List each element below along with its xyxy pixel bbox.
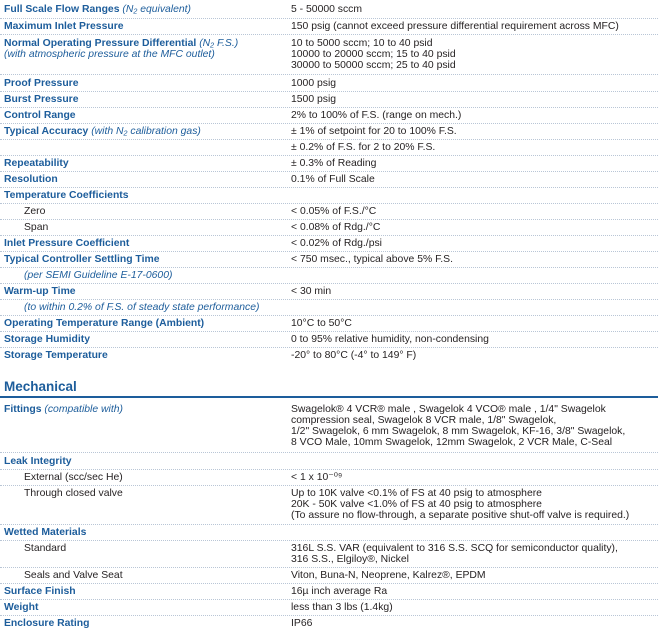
- spec-value: 1000 psig: [291, 78, 337, 89]
- spec-label: Inlet Pressure Coefficient: [4, 238, 130, 249]
- spec-label: Control Range: [4, 110, 76, 121]
- spec-value: 2% to 100% of F.S. (range on mech.): [291, 110, 462, 121]
- spec-value: ± 1% of setpoint for 20 to 100% F.S.: [291, 126, 457, 137]
- spec-value: Swagelok® 4 VCR® male , Swagelok 4 VCO® male , 1/4" Swagelok: [291, 404, 606, 415]
- spec-value: less than 3 lbs (1.4kg): [291, 602, 393, 613]
- spec-label: Fittings (compatible with): [4, 404, 123, 415]
- spec-value: 8 VCO Male, 10mm Swagelok, 12mm Swagelok, 2 VCR Male, C-Seal: [291, 437, 613, 448]
- row-divider: [0, 155, 658, 156]
- spec-label: Proof Pressure: [4, 78, 79, 89]
- spec-label: Temperature Coefficients: [4, 190, 129, 201]
- spec-value: 1500 psig: [291, 94, 337, 105]
- spec-note: (per SEMI Guideline E-17-0600): [24, 270, 173, 281]
- row-divider: [0, 469, 658, 470]
- spec-label: Burst Pressure: [4, 94, 79, 105]
- spec-label: Operating Temperature Range (Ambient): [4, 318, 205, 329]
- section-rule: [0, 396, 658, 398]
- row-divider: [0, 452, 658, 453]
- spec-value: ± 0.2% of F.S. for 2 to 20% F.S.: [291, 142, 436, 153]
- spec-value: 0.1% of Full Scale: [291, 174, 375, 185]
- spec-note: (to within 0.2% of F.S. of steady state performance): [24, 302, 260, 313]
- spec-value: 150 psig (cannot exceed pressure differential requirement across MFC): [291, 21, 619, 32]
- spec-value: < 0.05% of F.S./°C: [291, 206, 377, 217]
- row-divider: [0, 315, 658, 316]
- spec-label: Full Scale Flow Ranges (N₂ equivalent): [4, 4, 192, 15]
- spec-label: Typical Accuracy (with N₂ calibration gas): [4, 126, 201, 137]
- spec-sublabel: Span: [24, 222, 49, 233]
- spec-label: Typical Controller Settling Time: [4, 254, 160, 265]
- row-divider: [0, 34, 658, 35]
- spec-value: 10000 to 20000 sccm; 15 to 40 psid: [291, 49, 456, 60]
- spec-label: Resolution: [4, 174, 58, 185]
- spec-label: Repeatability: [4, 158, 69, 169]
- spec-sublabel: External (scc/sec He): [24, 472, 123, 483]
- spec-value: 316 S.S., Elgiloy®, Nickel: [291, 554, 409, 565]
- row-divider: [0, 219, 658, 220]
- spec-value: < 1 x 10⁻⁰⁹: [291, 472, 343, 483]
- row-divider: [0, 331, 658, 332]
- spec-label: Weight: [4, 602, 39, 613]
- row-divider: [0, 91, 658, 92]
- spec-value: -20° to 80°C (-4° to 149° F): [291, 350, 417, 361]
- row-divider: [0, 123, 658, 124]
- spec-value: < 0.02% of Rdg./psi: [291, 238, 382, 249]
- row-divider: [0, 540, 658, 541]
- spec-value: IP66: [291, 618, 313, 629]
- spec-value: < 750 msec., typical above 5% F.S.: [291, 254, 454, 265]
- row-divider: [0, 18, 658, 19]
- spec-label: Storage Temperature: [4, 350, 108, 361]
- spec-label: Warm-up Time: [4, 286, 76, 297]
- row-divider: [0, 267, 658, 268]
- spec-sublabel: Seals and Valve Seat: [24, 570, 123, 581]
- spec-label: Normal Operating Pressure Differential (N₂ F.S.): [4, 38, 239, 49]
- spec-label: Leak Integrity: [4, 456, 72, 467]
- spec-value: 5 - 50000 sccm: [291, 4, 363, 15]
- spec-label: Enclosure Rating: [4, 618, 90, 629]
- row-divider: [0, 299, 658, 300]
- spec-value: < 0.08% of Rdg./°C: [291, 222, 381, 233]
- row-divider: [0, 524, 658, 525]
- row-divider: [0, 251, 658, 252]
- spec-label-note: (with atmospheric pressure at the MFC outlet): [4, 49, 215, 60]
- spec-value: 1/2" Swagelok, 6 mm Swagelok, 8 mm Swagelok, KF-16, 3/8" Swagelok,: [291, 426, 626, 437]
- row-divider: [0, 107, 658, 108]
- spec-sublabel: Through closed valve: [24, 488, 123, 499]
- spec-label: Maximum Inlet Pressure: [4, 21, 124, 32]
- spec-value: 30000 to 50000 sccm; 25 to 40 psid: [291, 60, 456, 71]
- row-divider: [0, 583, 658, 584]
- spec-value: 10 to 5000 sccm; 10 to 40 psid: [291, 38, 433, 49]
- spec-value: 20K - 50K valve <1.0% of FS at 40 psig to atmosphere: [291, 499, 542, 510]
- row-divider: [0, 283, 658, 284]
- section-title-mechanical: Mechanical: [4, 379, 77, 394]
- spec-value: Viton, Buna-N, Neoprene, Kalrez®, EPDM: [291, 570, 486, 581]
- row-divider: [0, 485, 658, 486]
- row-divider: [0, 599, 658, 600]
- spec-sublabel: Zero: [24, 206, 46, 217]
- row-divider: [0, 74, 658, 75]
- spec-value: 10°C to 50°C: [291, 318, 352, 329]
- spec-value: Up to 10K valve <0.1% of FS at 40 psig to atmosphere: [291, 488, 542, 499]
- spec-value: (To assure no flow-through, a separate positive shut-off valve is required.): [291, 510, 630, 521]
- spec-sublabel: Standard: [24, 543, 67, 554]
- row-divider: [0, 235, 658, 236]
- spec-label: Storage Humidity: [4, 334, 91, 345]
- spec-label: Wetted Materials: [4, 527, 87, 538]
- row-divider: [0, 139, 658, 140]
- spec-value: compression seal, Swagelok 8 VCR male, 1/8" Swagelok,: [291, 415, 557, 426]
- row-divider: [0, 203, 658, 204]
- spec-value: 16µ inch average Ra: [291, 586, 388, 597]
- spec-value: < 30 min: [291, 286, 332, 297]
- row-divider: [0, 187, 658, 188]
- row-divider: [0, 171, 658, 172]
- spec-label: Surface Finish: [4, 586, 76, 597]
- spec-value: 316L S.S. VAR (equivalent to 316 S.S. SCQ for semiconductor quality),: [291, 543, 618, 554]
- spec-value: ± 0.3% of Reading: [291, 158, 377, 169]
- row-divider: [0, 567, 658, 568]
- row-divider: [0, 615, 658, 616]
- row-divider: [0, 347, 658, 348]
- spec-value: 0 to 95% relative humidity, non-condensing: [291, 334, 489, 345]
